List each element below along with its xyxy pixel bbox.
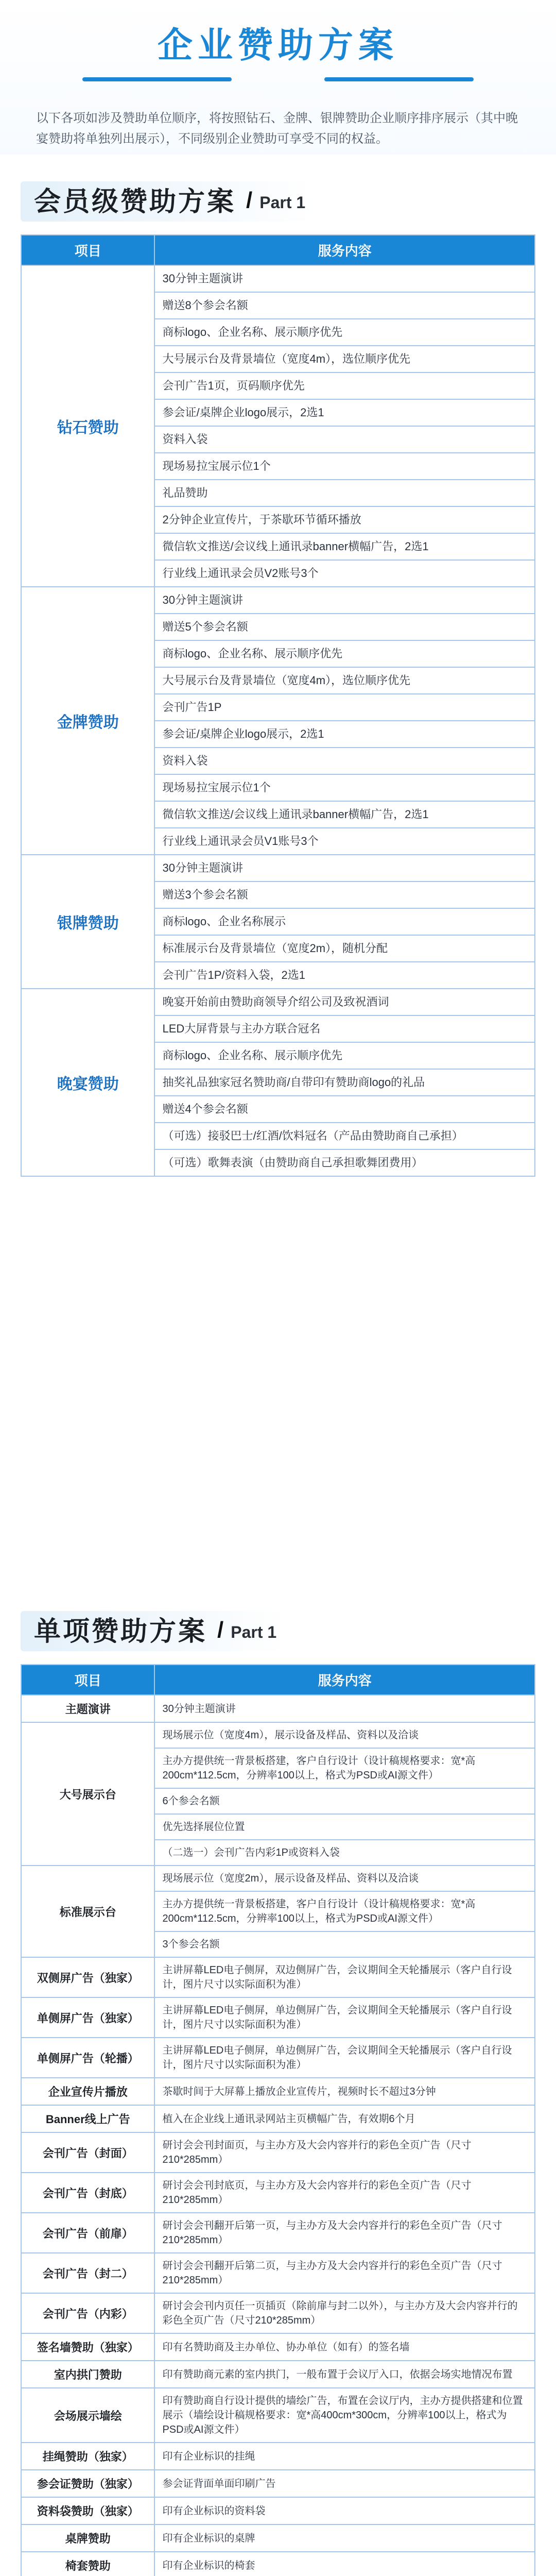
table-cell-project: 金牌赞助 — [21, 587, 154, 855]
member-sponsorship-table — [21, 234, 535, 1177]
table-row — [21, 2361, 535, 2388]
table-row — [21, 855, 535, 882]
table-cell-service: 微信软文推送/会议线上通讯录banner横幅广告，2选1 — [154, 801, 535, 828]
table-cell-service: 主讲屏幕LED电子侧屏，单边侧屏广告，会议期间全天轮播展示（客户自行设计，图片尺寸以实际面积为准） — [154, 1997, 535, 2038]
table-cell-service: 印有赞助商自行设计提供的墙绘广告，布置在会议厅内，主办方提供搭建和位置展示（墙绘设计稿规格要求：宽*高400cm*300cm，分辨率100以上，格式为PSD或AI源文件） — [154, 2388, 535, 2443]
table-cell-service: 资料入袋 — [154, 748, 535, 774]
single-table-body — [21, 1695, 535, 2576]
table-cell-service: 主办方提供统一背景板搭建，客户自行设计（设计稿规格要求：宽*高200cm*112.5cm，分辨率100以上，格式为PSD或AI源文件） — [154, 1748, 535, 1788]
table-cell-service: 大号展示台及背景墙位（宽度4m），选位顺序优先 — [154, 346, 535, 372]
member-table-body — [21, 265, 535, 1176]
table-row — [21, 2173, 535, 2213]
table-cell-service: 行业线上通讯录会员V2账号3个 — [154, 560, 535, 587]
table-cell-service: 研讨会会刊封面页，与主办方及大会内容并行的彩色全页广告（尺寸210*285mm） — [154, 2132, 535, 2173]
table-row — [21, 587, 535, 614]
table-cell-service: （可选）接驳巴士/红酒/饮料冠名（产品由赞助商自己承担） — [154, 1123, 535, 1149]
table-cell-service: 晚宴开始前由赞助商领导介绍公司及致祝酒词 — [154, 989, 535, 1015]
table-cell-project: 会刊广告（封底） — [21, 2173, 154, 2213]
table-cell-service: 研讨会会刊翻开后第二页，与主办方及大会内容并行的彩色全页广告（尺寸210*285mm） — [154, 2253, 535, 2293]
table-cell-service: 标准展示台及背景墙位（宽度2m），随机分配 — [154, 935, 535, 962]
table-cell-service: 30分钟主题演讲 — [154, 1695, 535, 1722]
table-cell-service: 抽奖礼品独家冠名赞助商/自带印有赞助商logo的礼品 — [154, 1069, 535, 1096]
table-row — [21, 2388, 535, 2443]
table-cell-service: 植入在企业线上通讯录网站主页横幅广告，有效期6个月 — [154, 2105, 535, 2132]
table-cell-service: 3个参会名额 — [154, 1931, 535, 1957]
table-cell-service: 研讨会会刊内页任一页插页（除前扉与封二以外），与主办方及大会内容并行的彩色全页广告（尺寸210*285mm） — [154, 2293, 535, 2333]
table-row — [21, 2524, 535, 2552]
table-header-service: 服务内容 — [154, 235, 535, 265]
table-cell-service: 印有名赞助商及主办单位、协办单位（如有）的签名墙 — [154, 2333, 535, 2361]
table-cell-service: 主讲屏幕LED电子侧屏，单边侧屏广告，会议期间全天轮播展示（客户自行设计，图片尺寸以实际面积为准） — [154, 2038, 535, 2078]
table-cell-service: 研讨会会刊翻开后第一页，与主办方及大会内容并行的彩色全页广告（尺寸210*285mm） — [154, 2213, 535, 2253]
table-cell-service: 印有企业标识的资料袋 — [154, 2497, 535, 2524]
table-cell-project: 椅套赞助 — [21, 2552, 154, 2576]
table-row — [21, 2552, 535, 2576]
table-cell-project: 单侧屏广告（独家） — [21, 1997, 154, 2038]
table-row — [21, 1866, 535, 1891]
table-cell-project: 企业宣传片播放 — [21, 2078, 154, 2105]
table-cell-service: 30分钟主题演讲 — [154, 587, 535, 614]
section-title-slash: / — [217, 1617, 224, 1642]
table-cell-service: 30分钟主题演讲 — [154, 265, 535, 292]
table-cell-project: 银牌赞助 — [21, 855, 154, 989]
table-cell-project: 会刊广告（封面） — [21, 2132, 154, 2173]
table-cell-service: 参会证/桌牌企业logo展示，2选1 — [154, 721, 535, 748]
table-cell-project: 参会证赞助（独家） — [21, 2470, 154, 2497]
section-member-sponsorship — [21, 178, 535, 1177]
table-cell-service: 大号展示台及背景墙位（宽度4m），选位顺序优先 — [154, 667, 535, 694]
table-cell-project: 会刊广告（内彩） — [21, 2293, 154, 2333]
table-cell-service: 赠送3个参会名额 — [154, 882, 535, 908]
table-cell-project: 标准展示台 — [21, 1866, 154, 1957]
table-cell-service: 印有赞助商元素的室内拱门，一般布置于会议厅入口，依据会场实地情况布置 — [154, 2361, 535, 2388]
table-header-project: 项目 — [21, 235, 154, 265]
table-cell-project: 会刊广告（封二） — [21, 2253, 154, 2293]
table-row — [21, 2078, 535, 2105]
table-cell-service: 30分钟主题演讲 — [154, 855, 535, 882]
table-row — [21, 1722, 535, 1748]
page-title: 企业赞助方案 — [157, 26, 398, 65]
table-cell-service: 商标logo、企业名称、展示顺序优先 — [154, 319, 535, 346]
table-row — [21, 2132, 535, 2173]
table-row — [21, 265, 535, 292]
table-row — [21, 2213, 535, 2253]
title-underline — [0, 77, 556, 81]
table-cell-project: 大号展示台 — [21, 1722, 154, 1866]
table-row — [21, 2105, 535, 2132]
table-cell-service: 商标logo、企业名称、展示顺序优先 — [154, 640, 535, 667]
table-row — [21, 2333, 535, 2361]
section-title-block — [21, 1611, 286, 1651]
table-header-service: 服务内容 — [154, 1665, 535, 1695]
table-cell-service: 微信软文推送/会议线上通讯录banner横幅广告，2选1 — [154, 533, 535, 560]
table-cell-project: 单侧屏广告（轮播） — [21, 2038, 154, 2078]
table-cell-project: 双侧屏广告（独家） — [21, 1957, 154, 1997]
table-row — [21, 989, 535, 1015]
table-cell-project: 资料袋赞助（独家） — [21, 2497, 154, 2524]
table-cell-service: 资料入袋 — [154, 426, 535, 453]
table-cell-service: 会刊广告1P — [154, 694, 535, 721]
table-cell-service: 商标logo、企业名称、展示顺序优先 — [154, 1042, 535, 1069]
section-single-sponsorship — [21, 1607, 535, 2576]
section-title-sub: Part 1 — [259, 193, 306, 212]
table-cell-project: Banner线上广告 — [21, 2105, 154, 2132]
table-cell-service: 6个参会名额 — [154, 1788, 535, 1814]
table-header-project: 项目 — [21, 1665, 154, 1695]
table-cell-project: 主题演讲 — [21, 1695, 154, 1722]
single-sponsorship-table — [21, 1664, 535, 2576]
section-title-block — [21, 181, 315, 222]
table-cell-project: 桌牌赞助 — [21, 2524, 154, 2552]
section-title-sub: Part 1 — [231, 1623, 277, 1641]
table-cell-service: 会刊广告1页，页码顺序优先 — [154, 372, 535, 399]
table-cell-service: 茶歇时间于大屏幕上播放企业宣传片，视频时长不超过3分钟 — [154, 2078, 535, 2105]
table-cell-service: 现场展示位（宽度4m），展示设备及样品、资料以及洽谈 — [154, 1722, 535, 1748]
table-cell-project: 晚宴赞助 — [21, 989, 154, 1176]
table-cell-service: 主讲屏幕LED电子侧屏，双边侧屏广告，会议期间全天轮播展示（客户自行设计，图片尺寸以实际面积为准） — [154, 1957, 535, 1997]
table-cell-service: 印有企业标识的挂绳 — [154, 2443, 535, 2470]
table-cell-service: 礼品赞助 — [154, 480, 535, 506]
table-cell-service: 印有企业标识的桌牌 — [154, 2524, 535, 2552]
table-cell-service: 行业线上通讯录会员V1账号3个 — [154, 828, 535, 855]
table-cell-service: 优先选择展位位置 — [154, 1814, 535, 1840]
table-cell-service: 会刊广告1P/资料入袋，2选1 — [154, 962, 535, 989]
table-row — [21, 2253, 535, 2293]
table-cell-project: 挂绳赞助（独家） — [21, 2443, 154, 2470]
table-cell-service: 商标logo、企业名称展示 — [154, 908, 535, 935]
section-header — [21, 178, 535, 225]
table-cell-service: （可选）歌舞表演（由赞助商自己承担歌舞团费用） — [154, 1149, 535, 1176]
table-row — [21, 2293, 535, 2333]
table-cell-service: 参会证背面单面印刷广告 — [154, 2470, 535, 2497]
table-row — [21, 1695, 535, 1722]
table-cell-service: LED大屏背景与主办方联合冠名 — [154, 1015, 535, 1042]
table-cell-project: 室内拱门赞助 — [21, 2361, 154, 2388]
table-cell-service: 现场易拉宝展示位1个 — [154, 453, 535, 480]
section-title-main: 会员级赞助方案 — [34, 187, 236, 217]
table-row — [21, 2038, 535, 2078]
title-underline-right — [324, 77, 474, 81]
table-cell-project: 会刊广告（前扉） — [21, 2213, 154, 2253]
section-title-main: 单项赞助方案 — [34, 1617, 207, 1647]
table-cell-project: 会场展示墙绘 — [21, 2388, 154, 2443]
table-row — [21, 2497, 535, 2524]
table-cell-project: 签名墙赞助（独家） — [21, 2333, 154, 2361]
table-row — [21, 1997, 535, 2038]
table-cell-service: 现场展示位（宽度2m），展示设备及样品、资料以及洽谈 — [154, 1866, 535, 1891]
table-row — [21, 1957, 535, 1997]
table-row — [21, 2443, 535, 2470]
section-title-slash: / — [246, 188, 253, 213]
table-row — [21, 2470, 535, 2497]
table-cell-service: 主办方提供统一背景板搭建，客户自行设计（设计稿规格要求：宽*高200cm*112.5cm，分辨率100以上，格式为PSD或AI源文件） — [154, 1891, 535, 1931]
section-header — [21, 1607, 535, 1655]
title-underline-left — [82, 77, 232, 81]
table-cell-project: 钻石赞助 — [21, 265, 154, 587]
table-cell-service: 赠送8个参会名额 — [154, 292, 535, 319]
table-cell-service: 赠送4个参会名额 — [154, 1096, 535, 1123]
intro-text: 以下各项如涉及赞助单位顺序，将按照钻石、金牌、银牌赞助企业顺序排序展示（其中晚宴赞助将单独列出展示），不同级别企业赞助可享受不同的权益。 — [36, 111, 518, 146]
table-cell-service: 现场易拉宝展示位1个 — [154, 774, 535, 801]
table-cell-service: 研讨会会刊封底页，与主办方及大会内容并行的彩色全页广告（尺寸210*285mm） — [154, 2173, 535, 2213]
hero-header — [0, 0, 556, 155]
table-cell-service: 参会证/桌牌企业logo展示，2选1 — [154, 399, 535, 426]
table-cell-service: 赠送5个参会名额 — [154, 614, 535, 640]
table-cell-service: 印有企业标识的椅套 — [154, 2552, 535, 2576]
table-cell-service: 2分钟企业宣传片，于茶歇环节循环播放 — [154, 506, 535, 533]
table-cell-service: （二选一）会刊广告内彩1P或资料入袋 — [154, 1840, 535, 1866]
